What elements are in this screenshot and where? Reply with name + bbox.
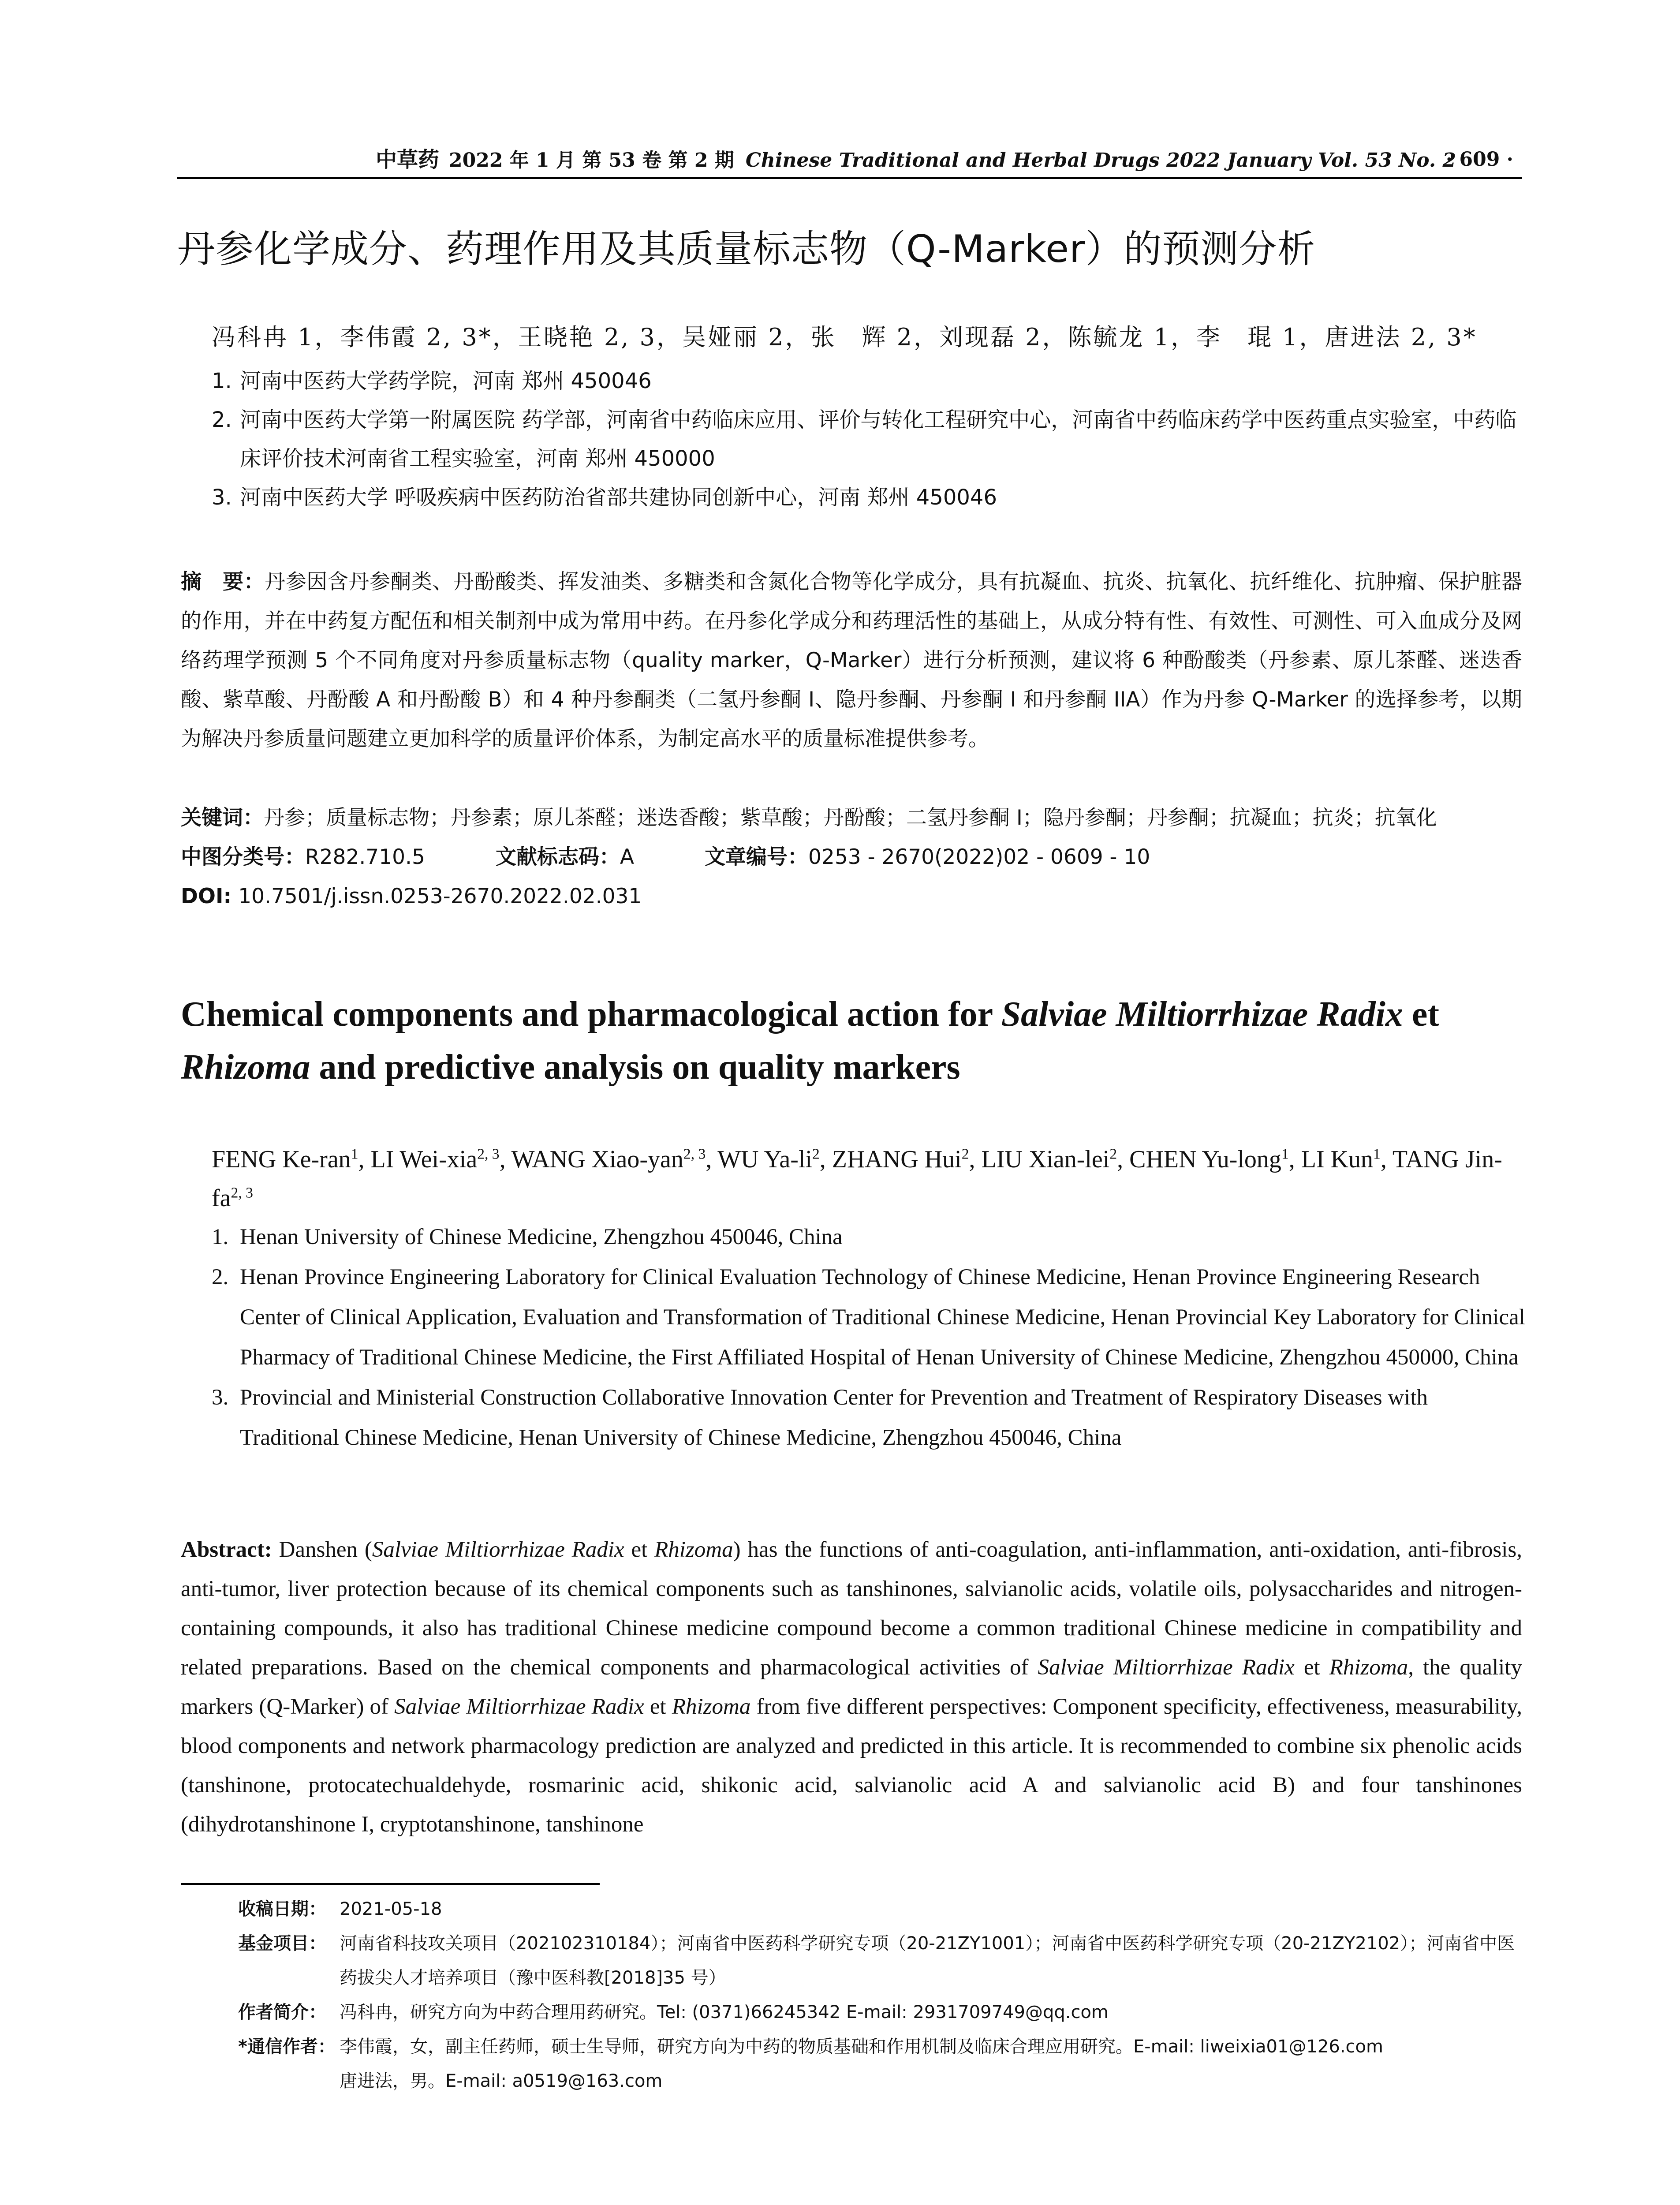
doi-row: DOI: 10.7501/j.issn.0253-2670.2022.02.031 (181, 884, 642, 908)
author: TANG Jin-fa$^{2, 3}$ (212, 1146, 1502, 1212)
author: LI Wei-xia$^{2, 3}$, (370, 1146, 511, 1173)
author-bio: 作者简介： 冯科冉，研究方向为中药合理用药研究。Tel: (0371)66245342 E-mail: 2931709749@qq.com (238, 2002, 1109, 2022)
affiliation-en: 2. Henan Province Engineering Laboratory for Clinical Evaluation Technology of Chinese Medicine, Henan Province Engineering Research Center of Clinical Application, Evaluation and Transformation of Traditional Chinese Medicine, Henan Provincial Key Laboratory for Clinical Pharmacy of Traditional Chinese Medicine, the First Affiliated Hospital of Henan University of Chinese Medicine, Zhengzhou 450000, China (212, 1265, 1525, 1370)
doi-value[interactable]: 10.7501/j.issn.0253-2670.2022.02.031 (238, 884, 642, 908)
received-date: 收稿日期： 2021-05-18 (238, 1899, 442, 1919)
issue-en: Chinese Traditional and Herbal Drugs 2022 January Vol. 53 No. 2 (745, 149, 1456, 172)
meta-cn (181, 798, 1522, 916)
funding: 基金项目： 河南省科技攻关项目（202102310184）；河南省中医药科学研究专项（20-21ZY1001）；河南省中医药科学研究专项（20-21ZY2102）；河南省中医药拔尖人才培养项目（豫中医科教[2018]35 号） (238, 1933, 1515, 1988)
header-left (376, 142, 1456, 178)
footnotes (238, 1892, 1526, 2098)
footnote-divider (181, 1883, 600, 1885)
authors-cn: 冯科冉 1，李伟霞 2, 3*，王晓艳 2, 3，吴娅丽 2，张 辉 2，刘现磊 2，陈毓龙 1，李 琨 1，唐进法 2, 3* (212, 323, 1477, 351)
author: LIU Xian-lei$^2$, (981, 1146, 1130, 1173)
paper-title-cn: 丹参化学成分、药理作用及其质量标志物（Q-Marker）的预测分析 (177, 227, 1316, 271)
author: WU $Ya-li^2$, (717, 1146, 832, 1173)
affiliations-en (212, 1217, 1530, 1458)
affiliation-en: 1. Henan University of Chinese Medicine, Zhengzhou 450046, China (212, 1225, 843, 1249)
abstract-en: Abstract: Danshen (Salviae Miltiorrhizae Radix et Rhizoma) has the functions of anti-coagulation, anti-inflammation, anti-oxidation, anti-fibrosis, anti-tumor, liver protection because of its chemical components such as tanshinones, salvianolic acids, volatile oils, polysaccharides and nitrogen-containing compounds, it also has traditional Chinese medicine compound become a common traditional Chinese medicine in compatibility and related preparations. Based on the chemical components and pharmacological activities of Salviae Miltiorrhizae Radix et Rhizoma, the quality markers (Q-Marker) of Salviae Miltiorrhizae Radix et Rhizoma from five different perspectives: Component specificity, effectiveness, measurability, blood components and network pharmacology prediction are analyzed and predicted in this article. It is recommended to combine six phenolic acids (tanshinone, protocatechualdehyde, rosmarinic acid, shikonic acid, salvianolic acid A and salvianolic acid B) and four tanshinones (dihydrotanshinone I, cryptotanshinone, tanshinone (181, 1537, 1522, 1837)
journal-name-cn: 中草药 (376, 147, 440, 172)
paper-title-en: Chemical components and pharmacological action for Salviae Miltiorrhizae Radix et Rhizoma and predictive analysis on quality markers (181, 995, 1440, 1087)
author: CHEN Yu-long$^1$, (1129, 1146, 1301, 1173)
article-number: 0253 - 2670(2022)02 - 0609 - 10 (808, 845, 1150, 869)
abstract-label-cn: 摘 要： (181, 570, 265, 594)
abstract-label-en: Abstract: (181, 1537, 272, 1562)
affiliation-en: 3. Provincial and Ministerial Construction Collaborative Innovation Center for Prevention and Treatment of Respiratory Diseases with Traditional Chinese Medicine, Henan University of Chinese Medicine, Zhengzhou 450046, China (212, 1385, 1428, 1450)
abstract-cn (181, 562, 1522, 759)
classification-row: 中图分类号：R282.710.5 文献标志码：A 文章编号：0253 - 2670(2022)02 - 0609 - 10 (181, 845, 1150, 869)
affiliation-cn: 3. 河南中医药大学 呼吸疾病中医药防治省部共建协同创新中心，河南 郑州 450046 (212, 485, 997, 510)
author: ZHANG Hui$^2$, (832, 1146, 982, 1173)
document-code: A (620, 845, 635, 869)
page-number: · 609 · (1445, 148, 1513, 171)
issue-cn: 2022 年 1 月 第 53 卷 第 2 期 (449, 149, 734, 172)
author: LI Kun$^1$, (1301, 1146, 1393, 1173)
affiliation-cn: 2. 河南中医药大学第一附属医院 药学部，河南省中药临床应用、评价与转化工程研究中心，河南省中药临床药学中医药重点实验室，中药临床评价技术河南省工程实验室，河南 郑州 450000 (212, 407, 1517, 471)
affiliation-cn: 1. 河南中医药大学药学院，河南 郑州 450046 (212, 369, 652, 393)
affiliations-cn (212, 362, 1530, 517)
authors-en (212, 1140, 1526, 1218)
keywords-cn: 关键词：丹参；质量标志物；丹参素；原儿茶醛；迷迭香酸；紫草酸；丹酚酸；二氢丹参酮 I；隐丹参酮；丹参酮；抗凝血；抗炎；抗氧化 (181, 806, 1437, 830)
corresponding-author: *通信作者： 李伟霞，女，副主任药师，硕士生导师，研究方向为中药的物质基础和作用机制及临床合理应用研究。E-mail: liweixia01@126.com 唐进法，男。E-mail: a0519@163.com (238, 2037, 1383, 2091)
abstract-text-cn: 丹参因含丹参酮类、丹酚酸类、挥发油类、多糖类和含氮化合物等化学成分，具有抗凝血、抗炎、抗氧化、抗纤维化、抗肿瘤、保护脏器的作用，并在中药复方配伍和相关制剂中成为常用中药。在丹参化学成分和药理活性的基础上，从成分特有性、有效性、可测性、可入血成分及网络药理学预测 5 个不同角度对丹参质量标志物（quality marker，Q-Marker）进行分析预测，建议将 6 种酚酸类（丹参素、原儿茶醛、迷迭香酸、紫草酸、丹酚酸 A 和丹酚酸 B）和 4 种丹参酮类（二氢丹参酮 I、隐丹参酮、丹参酮 I 和丹参酮 IIA）作为丹参 Q-Marker 的选择参考，以期为解决丹参质量问题建立更加科学的质量评价体系，为制定高水平的质量标准提供参考。 (181, 570, 1523, 751)
clc-number: R282.710.5 (305, 845, 425, 869)
author: WANG Xiao-yan$^{2, 3}$, (511, 1146, 718, 1173)
author: FENG Ke-ran$^1$, (212, 1146, 371, 1173)
running-header (177, 142, 1522, 179)
